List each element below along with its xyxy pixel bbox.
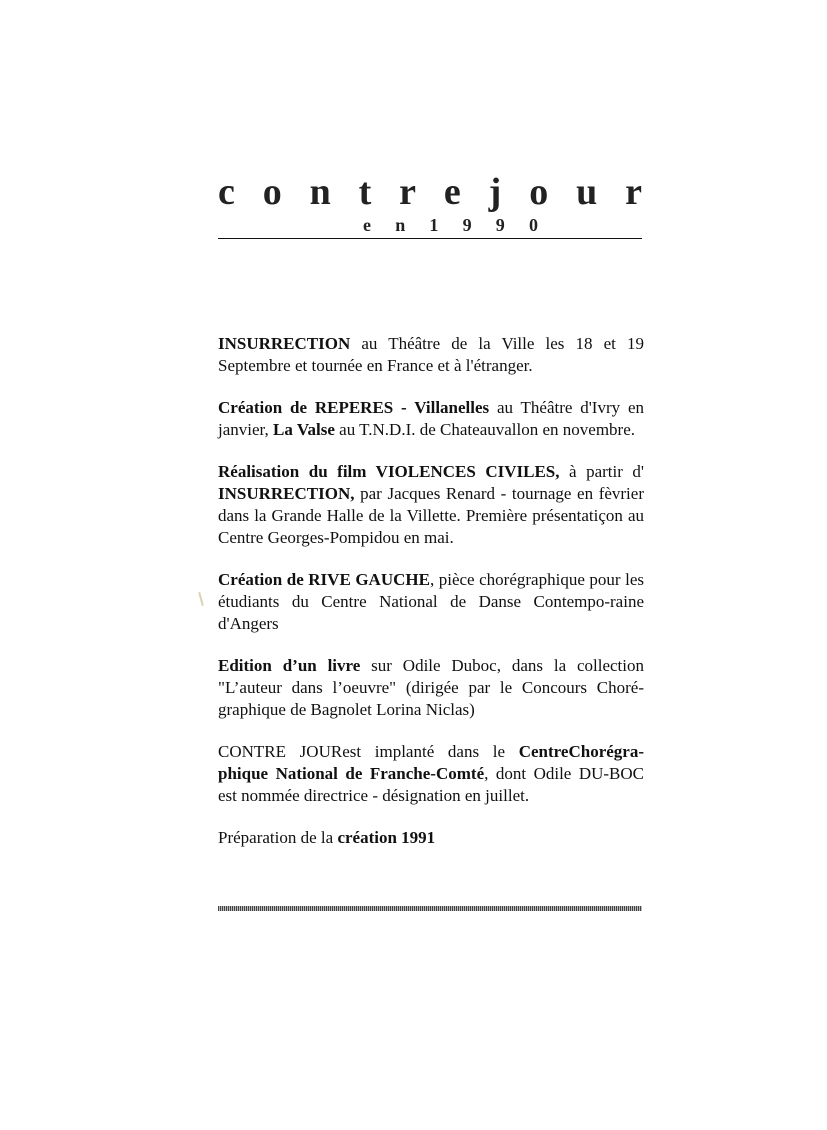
page-title xyxy=(218,172,642,212)
bold-text: Création de REPERES - Villanelles xyxy=(218,398,490,417)
footer-divider xyxy=(218,906,642,911)
page-header xyxy=(218,172,642,236)
bold-text: création 1991 xyxy=(337,828,436,847)
text-run: au T.N.D.I. de Chateauvallon en novembre. xyxy=(334,420,636,439)
text-run: , pièce chorégraphique pour les étudiants du Centre National de Danse Contempo-raine d'Angers xyxy=(218,570,644,633)
subtitle-char: 1 xyxy=(429,215,439,235)
page-subtitle xyxy=(363,214,538,236)
subtitle-char: e xyxy=(363,215,371,235)
paragraph xyxy=(218,827,644,849)
body-text xyxy=(218,333,644,869)
paper-mark xyxy=(198,592,204,606)
text-run: , dont Odile DU-BOC est nommée directrice - désignation en juillet. xyxy=(218,764,644,805)
title-letter: t xyxy=(358,171,372,213)
bold-text: Réalisation du film xyxy=(218,462,367,481)
text-run: au Théâtre d'Ivry en janvier, xyxy=(218,398,644,439)
bold-text: Création de RIVE GAUCHE xyxy=(218,570,430,589)
text-run: sur Odile Duboc, dans la collection "L’auteur dans l’oeuvre" (dirigée par le Concours Choré-graphique de Bagnolet Lorina Niclas) xyxy=(218,656,644,719)
subtitle-char: 9 xyxy=(462,215,472,235)
bold-text: Edition d’un livre xyxy=(218,656,361,675)
text-run: Préparation de la xyxy=(218,828,338,847)
bold-text: VIOLENCES CIVILES, xyxy=(366,462,560,481)
bold-text: CentreChorégra-phique National de Franche-Comté xyxy=(218,742,644,783)
bold-text: INSURRECTION, xyxy=(218,484,355,503)
text-run: par Jacques Renard - tournage en fèvrier dans la Grande Halle de la Villette. Première présentatiçon au Centre Georges-Pompidou en mai. xyxy=(218,484,644,547)
title-letter: r xyxy=(399,171,417,213)
paragraph xyxy=(218,569,644,635)
paragraph xyxy=(218,461,644,549)
paragraph xyxy=(218,397,644,441)
subtitle-char: n xyxy=(395,215,406,235)
text-run: à partir d' xyxy=(559,462,644,481)
title-letter: c xyxy=(218,171,235,213)
subtitle-char: 0 xyxy=(528,215,538,235)
title-letter: o xyxy=(262,171,282,213)
header-divider xyxy=(218,238,642,239)
title-letter: e xyxy=(443,171,461,213)
paragraph xyxy=(218,333,644,377)
title-letter: j xyxy=(488,171,502,213)
title-letter: n xyxy=(309,171,331,213)
text-run: au Théâtre de la Ville les 18 et 19 Septembre et tournée en France et à l'étranger. xyxy=(218,334,644,375)
title-letter: r xyxy=(625,171,642,213)
subtitle-char: 9 xyxy=(495,215,505,235)
title-letter: u xyxy=(576,171,598,213)
title-letter: o xyxy=(529,171,549,213)
bold-text: La Valse xyxy=(273,420,335,439)
paragraph xyxy=(218,655,644,721)
text-run: CONTRE JOURest implanté dans le xyxy=(218,742,519,761)
paragraph xyxy=(218,741,644,807)
bold-text: INSURRECTION xyxy=(218,334,351,353)
